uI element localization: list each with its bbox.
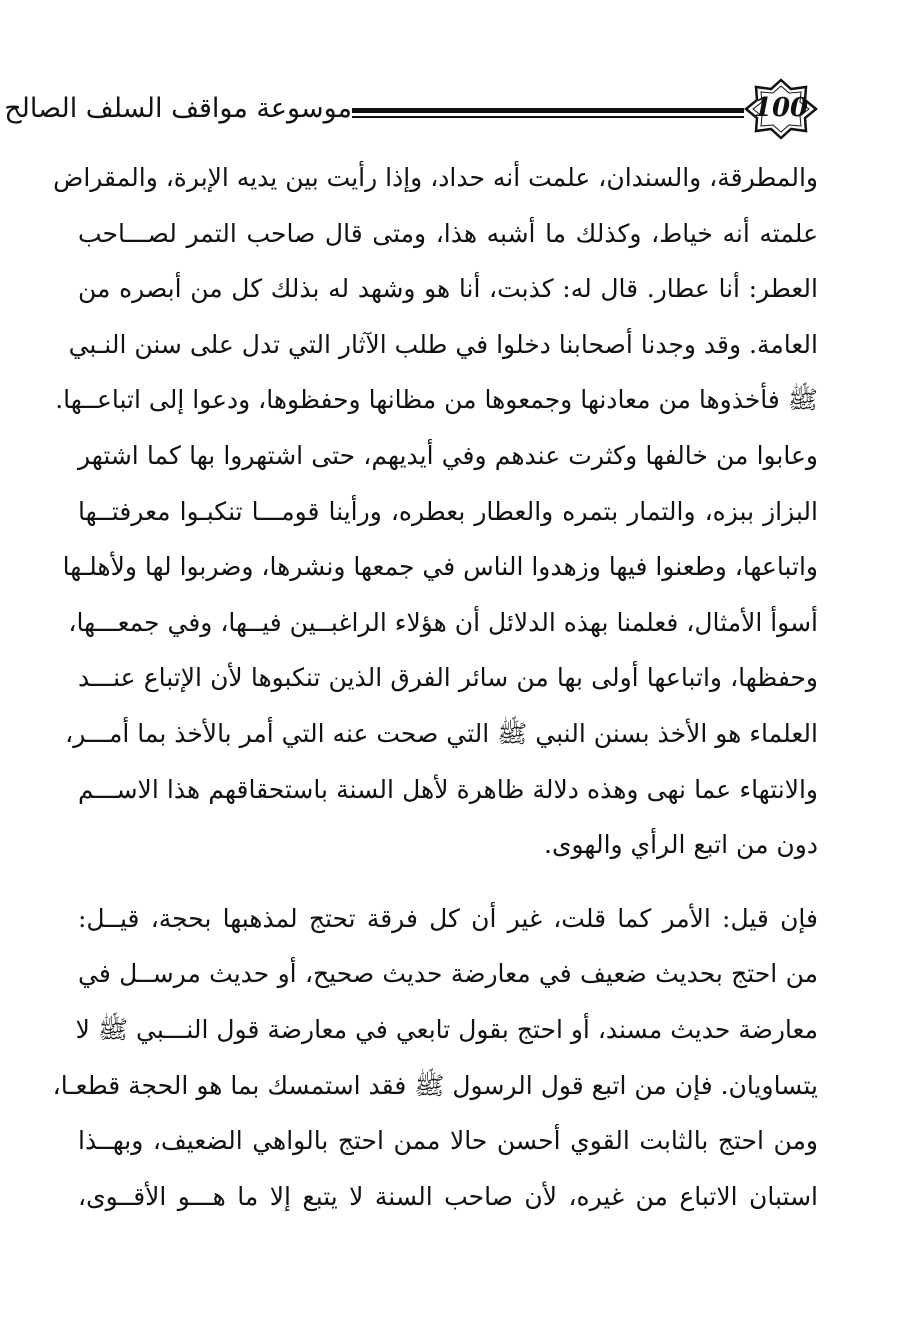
text-line: العلماء هو الأخذ بسنن النبي ﷺ التي صحت عنه التي أمر بالأخذ بما أمـــر، (65, 718, 818, 748)
body-text (52, 150, 819, 1224)
text-line: ﷺ فأخذوها من معادنها وجمعوها من مظانها وحفظوها، ودعوا إلى اتباعــها. (55, 385, 818, 415)
text-line: وحفظها، واتباعها أولى بها من سائر الفرق الذين تنكبوها لأن الإتباع عنـــد (78, 663, 818, 693)
header-rule-thick (352, 108, 744, 113)
text-line: استبان الاتباع من غيره، لأن صاحب السنة لا يتبع إلا ما هـــو الأقــوى، (78, 1181, 818, 1211)
text-line: العامة. وقد وجدنا أصحابنا دخلوا في طلب الآثار التي تدل على سنن النـبي (68, 329, 818, 359)
running-title: موسوعة مواقف السلف الصالح (4, 93, 352, 124)
text-line: معارضة حديث مسند، أو احتج بقول تابعي في معارضة قول النـــبي ﷺ لا (75, 1014, 818, 1044)
text-line: ومن احتج بالثابت القوي أحسن حالا ممن احتج بالواهي الضعيف، وبهــذا (78, 1126, 818, 1156)
paragraph-gap (78, 873, 818, 891)
text-line: واتباعها، وطعنوا فيها وزهدوا الناس في جمعها ونشرها، وضربوا لها ولأهلـها (62, 552, 818, 582)
text-line: والانتهاء عما نهى وهذه دلالة ظاهرة لأهل السنة باستحقاقهم هذا الاســـم (78, 774, 818, 804)
text-line: دون من اتبع الرأي والهوى. (544, 830, 818, 860)
page-number: 100 (753, 93, 809, 123)
text-line: العطر: أنا عطار. قال له: كذبت، أنا هو وشهد له بذلك كل من أبصره من (78, 274, 818, 304)
text-line: يتساويان. فإن من اتبع قول الرسول ﷺ فقد استمسك بما هو الحجة قطعـا، (52, 1070, 818, 1100)
text-line: والمطرقة، والسندان، علمت أنه حداد، وإذا رأيت بين يديه الإبرة، والمقراض (53, 163, 818, 192)
page-number-badge (744, 78, 818, 140)
text-line: أسوأ الأمثال، فعلمنا بهذه الدلائل أن هؤلاء الراغبــين فيــها، وفي جمعـــها، (68, 607, 818, 637)
page-header (4, 78, 818, 140)
text-line: من احتج بحديث ضعيف في معارضة حديث صحيح، أو حديث مرســل في (78, 959, 818, 989)
text-line: وعابوا من خالفها وكثرت عندهم وفي أيديهم، حتى اشتهروا بها كما اشتهر (78, 440, 819, 470)
header-rule-thin (352, 116, 744, 118)
text-line: البزاز ببزه، والتمار بتمره والعطار بعطره، ورأينا قومـــا تنكبـوا معرفتــها (78, 496, 818, 526)
text-line: علمته أنه خياط، وكذلك ما أشبه هذا، ومتى قال صاحب التمر لصـــاحب (78, 218, 818, 248)
text-line: فإن قيل: الأمر كما قلت، غير أن كل فرقة تحتج لمذهبها بحجة، قيــل: (78, 903, 818, 933)
header-rule (352, 108, 744, 118)
